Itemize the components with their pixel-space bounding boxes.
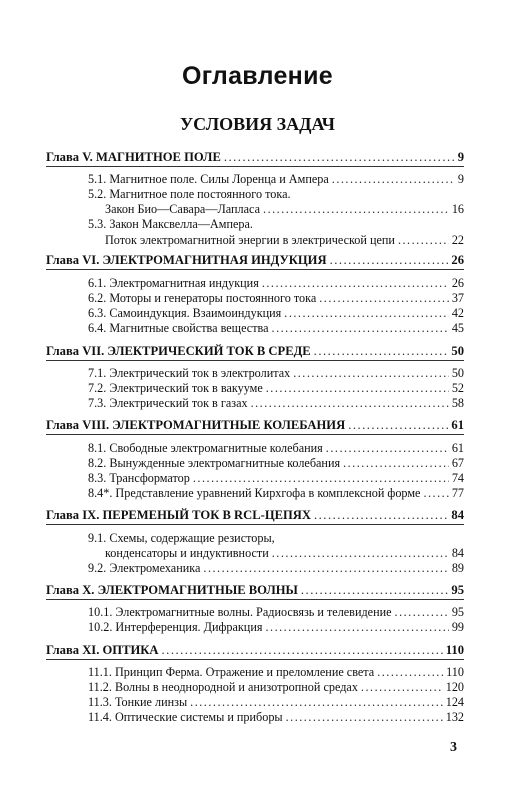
- page-ref: 26: [451, 253, 464, 267]
- chapter-divider: [46, 659, 464, 660]
- entry-title: 5.2. Магнитное поле постоянного тока.: [88, 187, 291, 201]
- toc-entry-11-2[interactable]: [46, 680, 464, 694]
- toc-entry-10-1[interactable]: [46, 605, 464, 619]
- toc-chapter-5[interactable]: [46, 150, 464, 164]
- page-ref: 84: [451, 508, 464, 522]
- chapter-divider: [46, 166, 464, 167]
- dot-leader: [224, 150, 455, 164]
- entry-title: 6.4. Магнитные свойства вещества: [88, 321, 269, 335]
- page-ref: 58: [451, 396, 464, 410]
- dot-leader: [395, 605, 449, 619]
- toc-chapter-6[interactable]: [46, 253, 464, 267]
- page-ref: 120: [445, 680, 464, 694]
- page-ref: 74: [451, 471, 464, 485]
- toc-entry-7-3[interactable]: [46, 396, 464, 410]
- page-ref: 95: [451, 583, 464, 597]
- entry-title: 5.1. Магнитное поле. Силы Лоренца и Ампера: [88, 172, 329, 186]
- toc-entry-11-4[interactable]: [46, 710, 464, 724]
- dot-leader: [348, 418, 448, 432]
- entry-title: 10.2. Интерференция. Дифракция: [88, 620, 263, 634]
- page-number: 3: [450, 740, 457, 755]
- entry-title: 6.2. Моторы и генераторы постоянного тока: [88, 291, 317, 305]
- toc-entry-9-2[interactable]: [46, 561, 464, 575]
- dot-leader: [265, 620, 448, 634]
- toc-entry-9-1-cont[interactable]: [46, 546, 464, 560]
- dot-leader: [361, 680, 443, 694]
- entry-title: 8.3. Трансформатор: [88, 471, 190, 485]
- page-ref: 22: [451, 233, 464, 247]
- chapter-title: Глава VII. ЭЛЕКТРИЧЕСКИЙ ТОК В СРЕДЕ: [46, 344, 311, 358]
- page-ref: 61: [451, 418, 464, 432]
- toc-entry-6-4[interactable]: [46, 321, 464, 335]
- page-ref: 37: [451, 291, 464, 305]
- toc-entry-5-1[interactable]: [46, 172, 464, 186]
- chapter-title: Глава VI. ЭЛЕКТРОМАГНИТНАЯ ИНДУКЦИЯ: [46, 253, 327, 267]
- toc-entry-5-2[interactable]: [46, 187, 464, 201]
- page-ref: 84: [451, 546, 464, 560]
- dot-leader: [284, 306, 449, 320]
- entry-title: 7.1. Электрический ток в электролитах: [88, 366, 291, 380]
- toc-entry-10-2[interactable]: [46, 620, 464, 634]
- page-ref: 45: [451, 321, 464, 335]
- page-ref: 16: [451, 202, 464, 216]
- toc-entry-7-2[interactable]: [46, 381, 464, 395]
- page-ref: 110: [446, 665, 464, 679]
- page-ref: 67: [451, 456, 464, 470]
- entry-title-cont: Закон Био—Савара—Лапласа: [105, 202, 261, 216]
- page-ref: 9: [457, 172, 464, 186]
- dot-leader: [162, 643, 443, 657]
- toc-chapter-9[interactable]: [46, 508, 464, 522]
- chapter-divider: [46, 434, 464, 435]
- entry-title-cont: конденсаторы и индуктивности: [105, 546, 269, 560]
- chapter-divider: [46, 524, 464, 525]
- entry-title: 11.2. Волны в неоднородной и анизотропной средах: [88, 680, 358, 694]
- dot-leader: [326, 441, 449, 455]
- dot-leader: [301, 583, 449, 597]
- dot-leader: [332, 172, 455, 186]
- toc-entry-6-1[interactable]: [46, 276, 464, 290]
- entry-title: 10.1. Электромагнитные волны. Радиосвязь и телевидение: [88, 605, 392, 619]
- page-title: Оглавление: [182, 62, 333, 90]
- entry-title: 6.3. Самоиндукция. Взаимоиндукция: [88, 306, 282, 320]
- chapter-title: Глава XI. ОПТИКА: [46, 643, 159, 657]
- dot-leader: [193, 471, 449, 485]
- chapter-divider: [46, 269, 464, 270]
- entry-title: 11.4. Оптические системы и приборы: [88, 710, 283, 724]
- entry-title: 9.2. Электромеханика: [88, 561, 201, 575]
- toc-entry-7-1[interactable]: [46, 366, 464, 380]
- dot-leader: [314, 344, 449, 358]
- dot-leader: [423, 486, 448, 500]
- dot-leader: [190, 695, 443, 709]
- toc-entry-8-3[interactable]: [46, 471, 464, 485]
- toc-entry-9-1[interactable]: [46, 531, 464, 545]
- dot-leader: [330, 253, 449, 267]
- toc-entry-6-3[interactable]: [46, 306, 464, 320]
- dot-leader: [314, 508, 448, 522]
- page-ref: 26: [451, 276, 464, 290]
- entry-title: 11.1. Принцип Ферма. Отражение и преломление света: [88, 665, 375, 679]
- page-ref: 50: [451, 366, 464, 380]
- page-ref: 89: [451, 561, 464, 575]
- toc-entry-8-2[interactable]: [46, 456, 464, 470]
- toc-entry-8-1[interactable]: [46, 441, 464, 455]
- dot-leader: [398, 233, 449, 247]
- chapter-title: Глава V. МАГНИТНОЕ ПОЛЕ: [46, 150, 221, 164]
- page-ref: 110: [445, 643, 464, 657]
- dot-leader: [203, 561, 448, 575]
- toc-chapter-7[interactable]: [46, 344, 464, 358]
- entry-title: 7.3. Электрический ток в газах: [88, 396, 248, 410]
- toc-chapter-11[interactable]: [46, 643, 464, 657]
- page-ref: 99: [451, 620, 464, 634]
- toc-chapter-10[interactable]: [46, 583, 464, 597]
- entry-title: 6.1. Электромагнитная индукция: [88, 276, 259, 290]
- page-ref: 95: [451, 605, 464, 619]
- dot-leader: [251, 396, 449, 410]
- chapter-title: Глава X. ЭЛЕКТРОМАГНИТНЫЕ ВОЛНЫ: [46, 583, 298, 597]
- toc-chapter-8[interactable]: [46, 418, 464, 432]
- toc-entry-5-3-cont[interactable]: [46, 233, 464, 247]
- page-ref: 50: [451, 344, 464, 358]
- dot-leader: [319, 291, 449, 305]
- dot-leader: [263, 202, 449, 216]
- entry-title-cont: Поток электромагнитной энергии в электрической цепи: [105, 233, 395, 247]
- chapter-title: Глава VIII. ЭЛЕКТРОМАГНИТНЫЕ КОЛЕБАНИЯ: [46, 418, 346, 432]
- entry-title: 7.2. Электрический ток в вакууме: [88, 381, 263, 395]
- dot-leader: [272, 546, 449, 560]
- page-ref: 124: [445, 695, 464, 709]
- page-ref: 9: [457, 150, 464, 164]
- toc-entry-6-2[interactable]: [46, 291, 464, 305]
- chapter-divider: [46, 599, 464, 600]
- page-ref: 132: [445, 710, 464, 724]
- dot-leader: [272, 321, 449, 335]
- page-ref: 42: [451, 306, 464, 320]
- entry-title: 9.1. Схемы, содержащие резисторы,: [88, 531, 275, 545]
- toc-entry-11-1[interactable]: [46, 665, 464, 679]
- dot-leader: [343, 456, 449, 470]
- toc-entry-11-3[interactable]: [46, 695, 464, 709]
- chapter-title: Глава IX. ПЕРЕМЕНЫЙ ТОК В RCL-ЦЕПЯХ: [46, 508, 311, 522]
- chapter-divider: [46, 360, 464, 361]
- dot-leader: [286, 710, 443, 724]
- entry-title: 8.2. Вынужденные электромагнитные колебания: [88, 456, 341, 470]
- entry-title: 8.1. Свободные электромагнитные колебания: [88, 441, 323, 455]
- dot-leader: [293, 366, 449, 380]
- entry-title: 5.3. Закон Максвелла—Ампера.: [88, 217, 253, 231]
- toc-entry-8-4[interactable]: [46, 486, 464, 500]
- section-heading: УСЛОВИЯ ЗАДАЧ: [179, 114, 336, 134]
- page-ref: 77: [451, 486, 464, 500]
- page-ref: 52: [451, 381, 464, 395]
- dot-leader: [377, 665, 443, 679]
- toc-entry-5-2-cont[interactable]: [46, 202, 464, 216]
- dot-leader: [262, 276, 449, 290]
- entry-title: 8.4*. Представление уравнений Кирхгофа в комплексной форме: [88, 486, 421, 500]
- toc-entry-5-3[interactable]: [46, 217, 464, 231]
- page-ref: 61: [451, 441, 464, 455]
- dot-leader: [266, 381, 449, 395]
- entry-title: 11.3. Тонкие линзы: [88, 695, 188, 709]
